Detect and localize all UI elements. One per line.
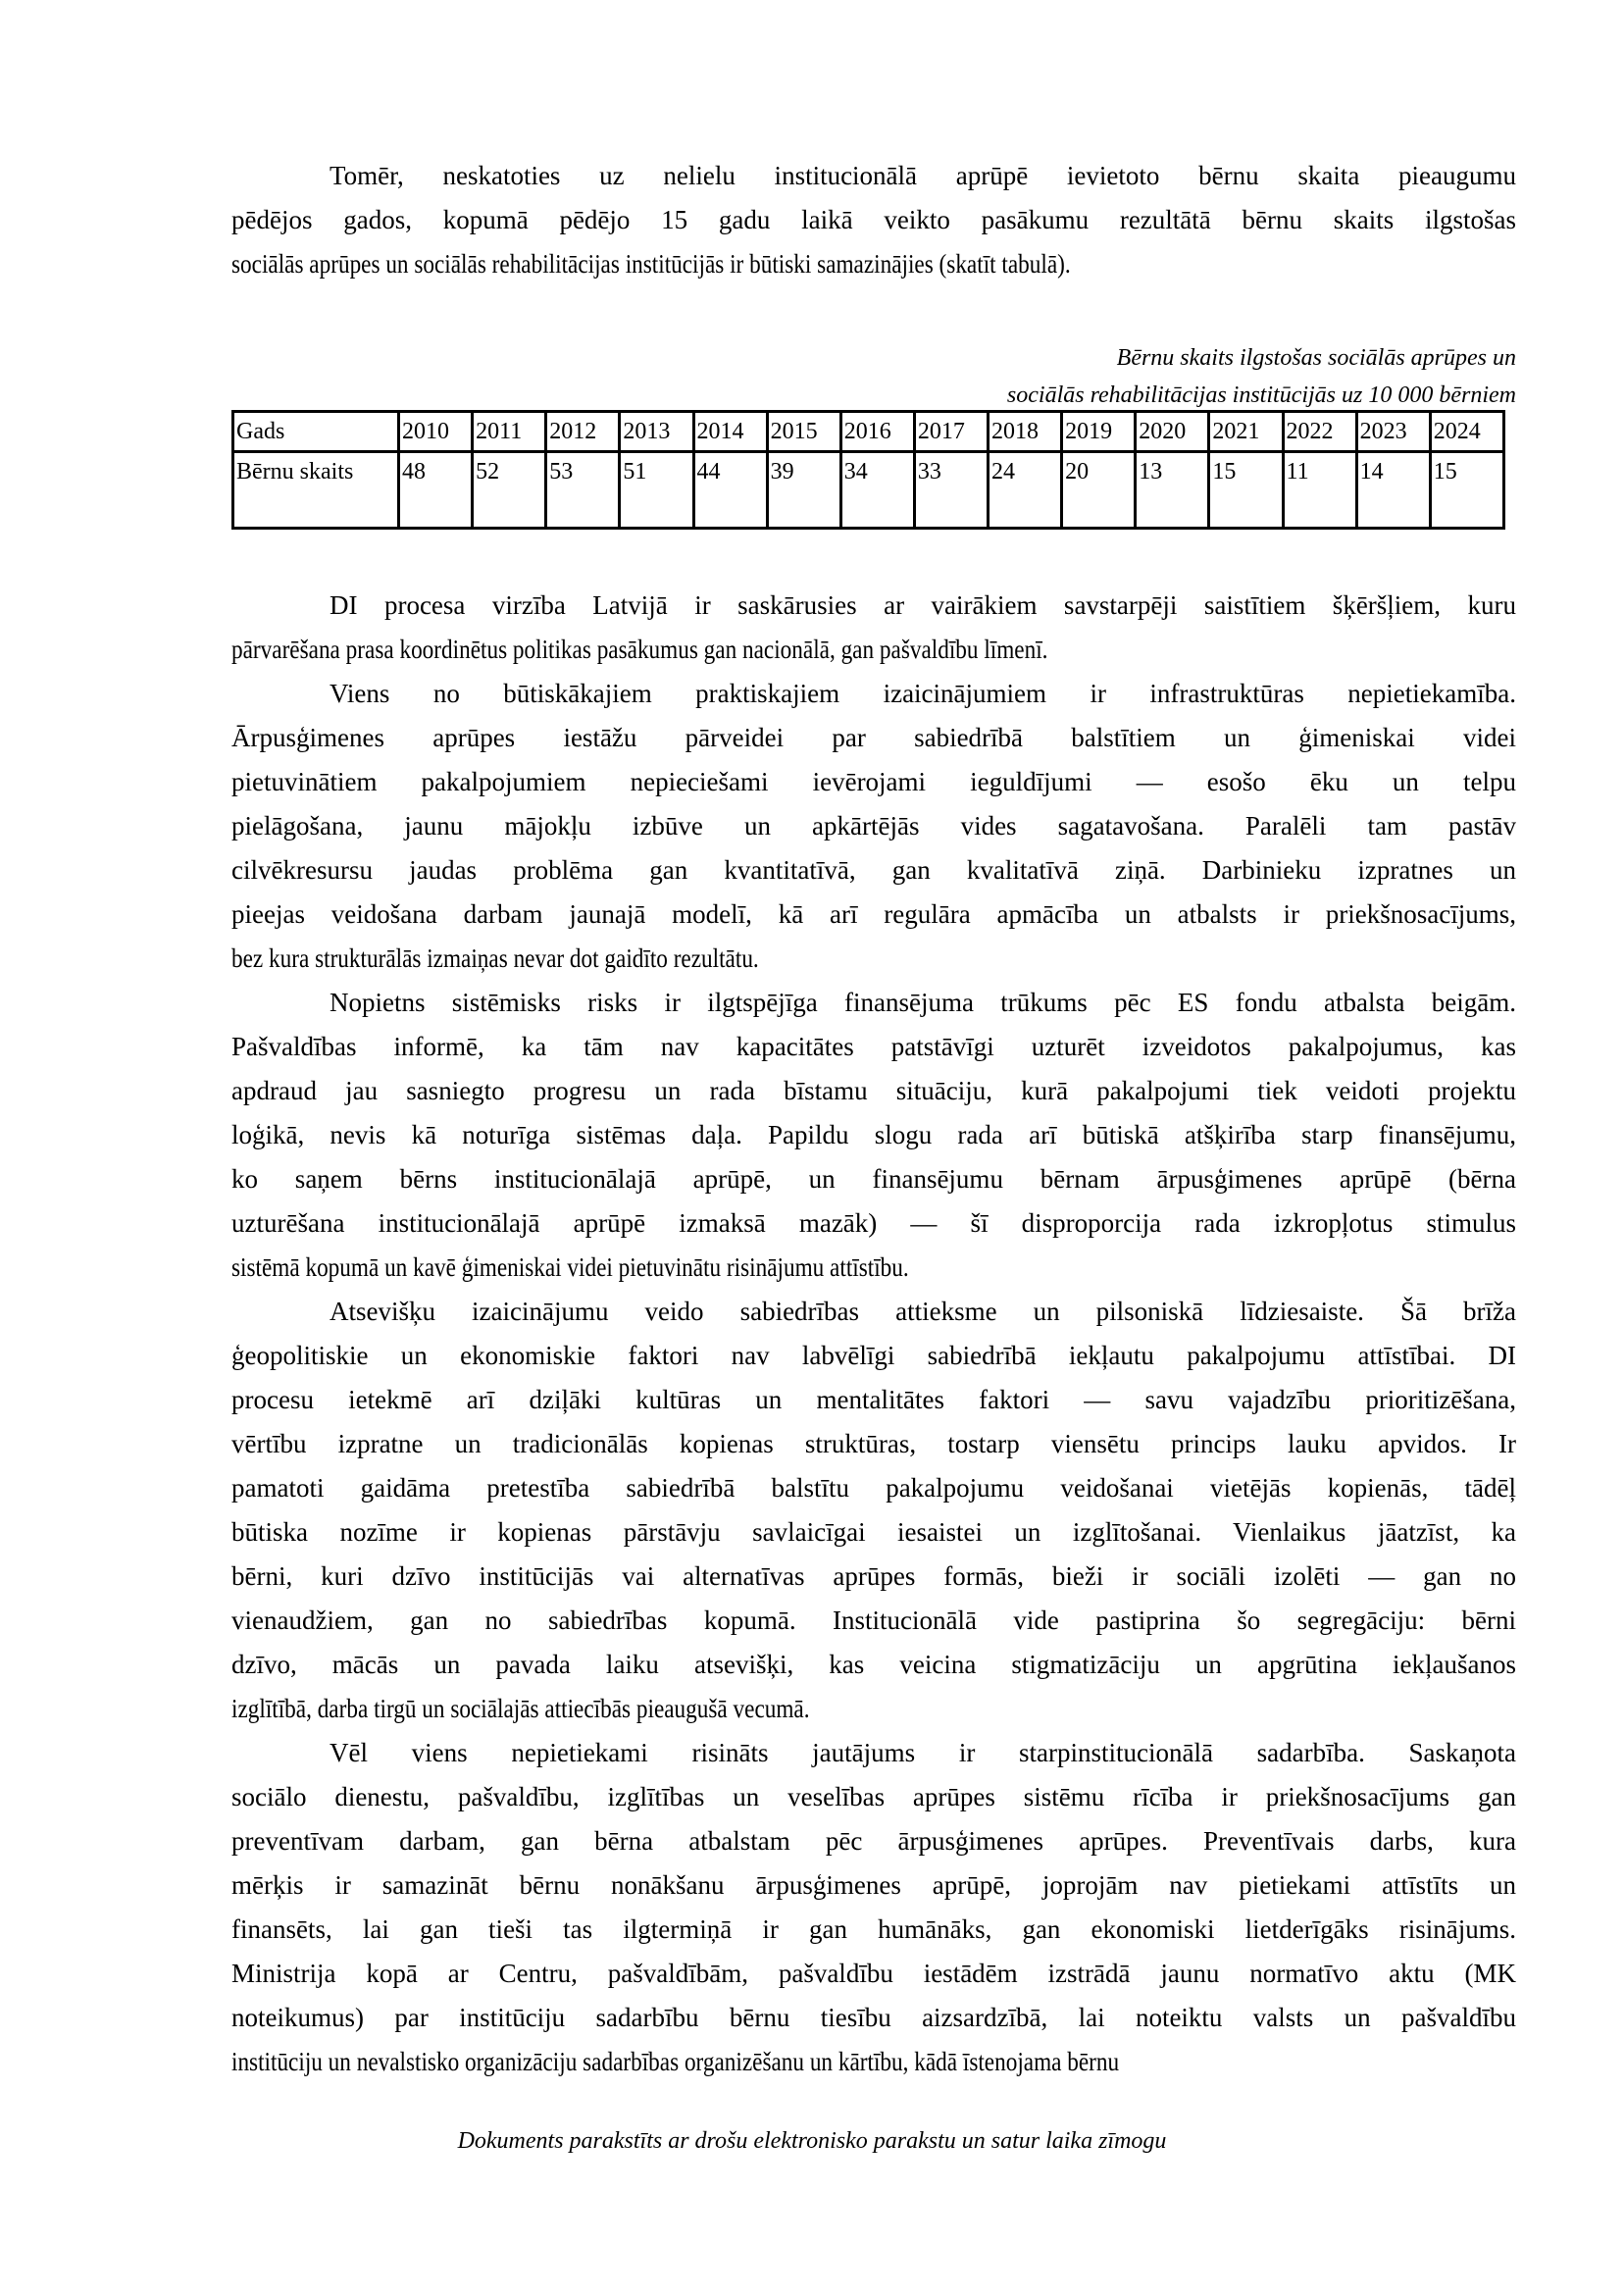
text-line-content: bez kura strukturālās izmaiņas nevar dot gaidīto rezultātu. xyxy=(231,943,759,973)
text-line xyxy=(231,584,1516,628)
text-line xyxy=(231,1510,1516,1555)
value-cell: 24 xyxy=(989,452,1062,529)
year-cell: 2015 xyxy=(767,412,840,452)
text-line xyxy=(231,937,1516,981)
text-line xyxy=(231,672,1516,716)
text-line xyxy=(231,1378,1516,1422)
signature-footer: Dokuments parakstīts ar drošu elektronisko parakstu un satur laika zīmogu xyxy=(457,2128,1167,2154)
text-line-content: procesu ietekmē arī dziļāki kultūras un mentalitātes faktori — savu vajadzību prioritizēšana, xyxy=(231,1385,1516,1414)
text-line-content: Tomēr, neskatoties uz nelielu institucionālā aprūpē ievietoto bērnu skaita pieaugumu xyxy=(330,161,1516,190)
paragraph xyxy=(231,584,1516,672)
text-line-content: uzturēšana institucionālajā aprūpē izmaksā mazāk) — šī disproporcija rada izkropļotus stimulus xyxy=(231,1208,1516,1238)
text-line-content: cilvēkresursu jaudas problēma gan kvantitatīvā, gan kvalitatīvā ziņā. Darbinieku izpratnes un xyxy=(231,855,1516,885)
value-cell: 20 xyxy=(1062,452,1136,529)
text-line xyxy=(231,1775,1516,1819)
table-caption-line-1: Bērnu skaits ilgstošas sociālās aprūpes un xyxy=(1116,345,1516,371)
text-line xyxy=(231,154,1516,198)
text-line-content: apdraud jau sasniegto progresu un rada bīstamu situāciju, kurā pakalpojumi tiek veidoti projektu xyxy=(231,1076,1516,1105)
text-line-content: Ārpusģimenes aprūpes iestāžu pārveidei par sabiedrībā balstītiem un ģimeniskai videi xyxy=(231,723,1516,752)
text-line xyxy=(231,892,1516,937)
value-cell: 34 xyxy=(840,452,914,529)
year-cell: 2010 xyxy=(399,412,473,452)
text-line xyxy=(231,1025,1516,1069)
text-line-content: pamatoti gaidāma pretestība sabiedrībā balstītu pakalpojumu veidošanai vietējās kopienās, tādēļ xyxy=(231,1473,1516,1503)
text-line xyxy=(231,1334,1516,1378)
text-line-content: vērtību izpratne un tradicionālās kopienas struktūras, tostarp viensētu princips lauku apvidos. Ir xyxy=(231,1429,1516,1458)
text-line xyxy=(231,760,1516,804)
text-line-content: preventīvam darbam, gan bērna atbalstam pēc ārpusģimenes aprūpes. Preventīvais darbs, kura xyxy=(231,1826,1516,1856)
value-cell: 13 xyxy=(1136,452,1209,529)
text-line xyxy=(231,716,1516,760)
paragraph xyxy=(231,672,1516,981)
text-line-content: Atsevišķu izaicinājumu veido sabiedrības attieksme un pilsoniskā līdziesaiste. Šā brīža xyxy=(330,1297,1516,1326)
text-line xyxy=(231,1422,1516,1466)
text-line xyxy=(231,1466,1516,1510)
text-line-content: sociālo dienestu, pašvaldību, izglītības un veselības aprūpes sistēmu rīcība ir priekšnosacījums gan xyxy=(231,1782,1516,1811)
text-line-content: pieejas veidošana darbam jaunajā modelī, kā arī regulāra apmācība un atbalsts ir priekšnosacījums, xyxy=(231,899,1516,929)
body-text xyxy=(231,584,1516,2084)
table-header-row xyxy=(233,412,1504,452)
year-cell: 2011 xyxy=(473,412,546,452)
year-cell: 2014 xyxy=(693,412,767,452)
text-line-content: pietuvinātiem pakalpojumiem nepieciešami ievērojami ieguldījumi — esošo ēku un telpu xyxy=(231,767,1516,796)
text-line xyxy=(231,1157,1516,1201)
year-cell: 2018 xyxy=(989,412,1062,452)
text-line xyxy=(231,1952,1516,1996)
text-line xyxy=(231,1246,1516,1290)
year-cell: 2016 xyxy=(840,412,914,452)
value-cell: 53 xyxy=(546,452,620,529)
text-line-content: pielāgošana, jaunu mājokļu izbūve un apkārtējās vides sagatavošana. Paralēli tam pastāv xyxy=(231,811,1516,841)
text-line xyxy=(231,848,1516,892)
value-cell: 44 xyxy=(693,452,767,529)
text-line xyxy=(231,1599,1516,1643)
text-line-content: sociālās aprūpes un sociālās rehabilitācijas institūcijās ir būtiski samazinājies (skatīt tabulā). xyxy=(231,249,1071,279)
text-line-content: mērķis ir samazināt bērnu nonākšanu ārpusģimenes aprūpē, joprojām nav pietiekami attīstīts un xyxy=(231,1870,1516,1900)
text-line xyxy=(231,1863,1516,1908)
text-line xyxy=(231,1113,1516,1157)
text-line-content: bērni, kuri dzīvo institūcijās vai alternatīvas aprūpes formās, bieži ir sociāli izolēti — gan no xyxy=(231,1561,1516,1591)
paragraph xyxy=(231,1731,1516,2084)
text-line xyxy=(231,1687,1516,1731)
text-line-content: Vēl viens nepietiekami risināts jautājums ir starpinstitucionālā sadarbība. Saskaņota xyxy=(330,1738,1516,1767)
value-cell: 11 xyxy=(1283,452,1356,529)
table-caption-line-2: sociālās rehabilitācijas institūcijās uz 10 000 bērniem xyxy=(1006,382,1516,408)
text-line-content: dzīvo, mācās un pavada laiku atsevišķi, kas veicina stigmatizāciju un apgrūtina iekļaušanos xyxy=(231,1650,1516,1679)
year-cell: 2022 xyxy=(1283,412,1356,452)
intro-paragraph xyxy=(231,154,1516,286)
text-line-content: ģeopolitiskie un ekonomiskie faktori nav labvēlīgi sabiedrībā iekļautu pakalpojumu attīstībai. DI xyxy=(231,1341,1516,1370)
paragraph xyxy=(231,154,1516,286)
text-line-content: Ministrija kopā ar Centru, pašvaldībām, pašvaldību iestādēm izstrādā jaunu normatīvo aktu (MK xyxy=(231,1959,1516,1988)
text-line xyxy=(231,1069,1516,1113)
text-line xyxy=(231,1996,1516,2040)
value-cell: 51 xyxy=(620,452,693,529)
paragraph xyxy=(231,1290,1516,1731)
text-line xyxy=(231,1731,1516,1775)
text-line-content: finansēts, lai gan tieši tas ilgtermiņā ir gan humānāks, gan ekonomiski lietderīgāks risinājums. xyxy=(231,1914,1516,1944)
text-line xyxy=(231,804,1516,848)
header-label-cell: Gads xyxy=(233,412,399,452)
year-cell: 2024 xyxy=(1430,412,1503,452)
text-line xyxy=(231,981,1516,1025)
text-line-content: institūciju un nevalstisko organizāciju sadarbības organizēšanu un kārtību, kādā īstenojama bērnu xyxy=(231,2047,1120,2076)
value-cell: 15 xyxy=(1430,452,1503,529)
value-cell: 39 xyxy=(767,452,840,529)
text-line-content: loģikā, nevis kā noturīga sistēmas daļa. Papildu slogu rada arī būtiskā atšķirība starp finansējumu, xyxy=(231,1120,1516,1149)
year-cell: 2019 xyxy=(1062,412,1136,452)
text-line xyxy=(231,1819,1516,1863)
text-line xyxy=(231,2040,1516,2084)
text-line-content: ko saņem bērns institucionālajā aprūpē, un finansējumu bērnam ārpusģimenes aprūpē (bērna xyxy=(231,1164,1516,1194)
text-line xyxy=(231,1555,1516,1599)
text-line-content: būtiska nozīme ir kopienas pārstāvju savlaicīgai iesaistei un izglītošanai. Vienlaikus jāatzīst, ka xyxy=(231,1517,1516,1547)
text-line xyxy=(231,242,1516,286)
year-cell: 2020 xyxy=(1136,412,1209,452)
text-line-content: Viens no būtiskākajiem praktiskajiem izaicinājumiem ir infrastruktūras nepietiekamība. xyxy=(330,679,1516,708)
year-cell: 2017 xyxy=(914,412,988,452)
table-value-row xyxy=(233,452,1504,529)
value-cell: 15 xyxy=(1209,452,1283,529)
text-line-content: DI procesa virzība Latvijā ir saskārusies ar vairākiem savstarpēji saistītiem šķēršļiem, kuru xyxy=(330,590,1516,620)
text-line-content: pārvarēšana prasa koordinētus politikas pasākumus gan nacionālā, gan pašvaldību līmenī. xyxy=(231,635,1048,664)
value-cell: 14 xyxy=(1356,452,1430,529)
text-line-content: sistēmā kopumā un kavē ģimeniskai videi pietuvinātu risinājumu attīstību. xyxy=(231,1252,909,1282)
paragraph xyxy=(231,981,1516,1290)
table-caption xyxy=(1007,339,1516,414)
text-line xyxy=(231,1290,1516,1334)
children-count-table xyxy=(231,410,1505,530)
text-line-content: Nopietns sistēmisks risks ir ilgtspējīga finansējuma trūkums pēc ES fondu atbalsta beigām. xyxy=(330,988,1516,1017)
text-line-content: pēdējos gados, kopumā pēdējo 15 gadu laikā veikto pasākumu rezultātā bērnu skaits ilgstošas xyxy=(231,205,1516,234)
text-line xyxy=(231,1643,1516,1687)
year-cell: 2012 xyxy=(546,412,620,452)
text-line xyxy=(231,1908,1516,1952)
year-cell: 2013 xyxy=(620,412,693,452)
value-cell: 33 xyxy=(914,452,988,529)
text-line-content: noteikumus) par institūciju sadarbību bērnu tiesību aizsardzībā, lai noteiktu valsts un pašvaldību xyxy=(231,2003,1516,2032)
year-cell: 2023 xyxy=(1356,412,1430,452)
text-line-content: vienaudžiem, gan no sabiedrības kopumā. Institucionālā vide pastiprina šo segregāciju: bērni xyxy=(231,1606,1516,1635)
text-line xyxy=(231,198,1516,242)
value-cell: 52 xyxy=(473,452,546,529)
text-line-content: izglītībā, darba tirgū un sociālajās attiecībās pieaugušā vecumā. xyxy=(231,1694,810,1723)
year-cell: 2021 xyxy=(1209,412,1283,452)
text-line xyxy=(231,628,1516,672)
value-cell: 48 xyxy=(399,452,473,529)
text-line-content: Pašvaldības informē, ka tām nav kapacitātes patstāvīgi uzturēt izveidotos pakalpojumus, kas xyxy=(231,1032,1516,1061)
row-label-cell: Bērnu skaits xyxy=(233,452,399,529)
text-line xyxy=(231,1201,1516,1246)
